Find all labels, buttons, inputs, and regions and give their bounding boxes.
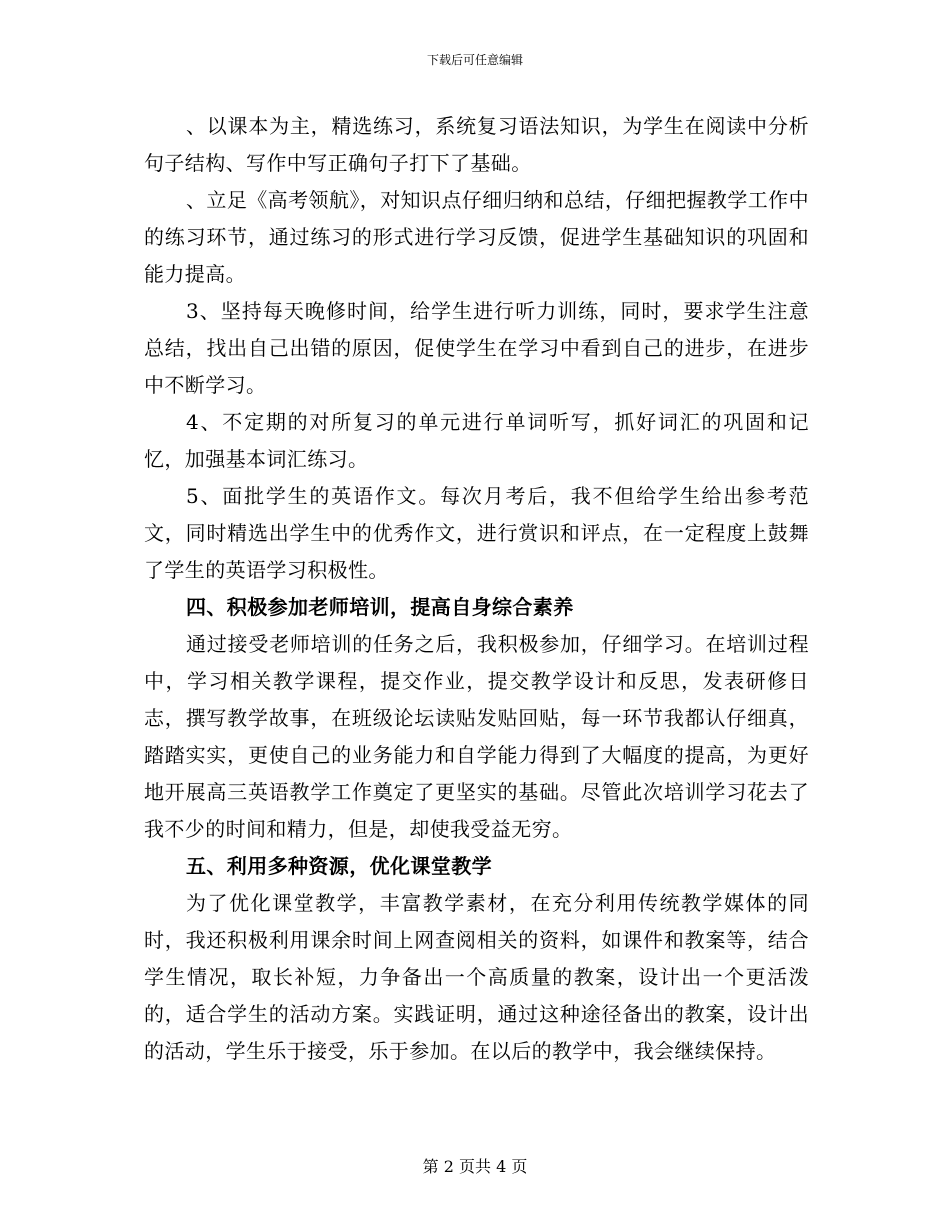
paragraph-dictation: 4、不定期的对所复习的单元进行单词听写，抓好词汇的巩固和记忆，加强基本词汇练习。 xyxy=(144,410,809,471)
page-footer: 第 2 页共 4 页 xyxy=(422,1157,528,1176)
paragraph-listening-training: 3、坚持每天晚修时间，给学生进行听力训练，同时，要求学生注意总结，找出自己出错的原因，促使学生在学习中看到自己的进步，在进步中不断学习。 xyxy=(144,299,809,397)
paragraph-essay-review: 5、面批学生的英语作文。每次月考后，我不但给学生给出参考范文，同时精选出学生中的优秀作文，进行赏识和评点，在一定程度上鼓舞了学生的英语学习积极性。 xyxy=(144,484,809,582)
document-body xyxy=(144,108,809,1070)
paragraph-grammar-review: 、以课本为主，精选练习，系统复习语法知识，为学生在阅读中分析句子结构、写作中写正确句子打下了基础。 xyxy=(144,114,809,175)
page-header: 下载后可任意编辑 xyxy=(426,53,523,67)
section-heading-teacher-training: 四、积极参加老师培训，提高自身综合素养 xyxy=(186,595,574,619)
paragraph-training-details: 通过接受老师培训的任务之后，我积极参加，仔细学习。在培训过程中，学习相关教学课程，提交作业，提交教学设计和反思，发表研修日志，撰写教学故事，在班级论坛读贴发贴回贴，每一环节我都认仔细真，踏踏实实，更使自己的业务能力和自学能力得到了大幅度的提高，为更好地开展高三英语教学工作奠定了更坚实的基础。尽管此次培训学习花去了我不少的时间和精力，但是，却使我受益无穷。 xyxy=(144,632,809,841)
paragraph-gaokao-guide: 、立足《高考领航》，对知识点仔细归纳和总结，仔细把握教学工作中的练习环节，通过练习的形式进行学习反馈，促进学生基础知识的巩固和能力提高。 xyxy=(144,188,809,286)
section-heading-resources: 五、利用多种资源，优化课堂教学 xyxy=(186,854,492,878)
paragraph-resources-details: 为了优化课堂教学，丰富教学素材，在充分利用传统教学媒体的同时，我还积极利用课余时间上网查阅相关的资料，如课件和教案等，结合学生情况，取长补短，力争备出一个高质量的教案，设计出一个更活泼的，适合学生的活动方案。实践证明，通过这种途径备出的教案，设计出的活动，学生乐于接受，乐于参加。在以后的教学中，我会继续保持。 xyxy=(144,891,809,1063)
